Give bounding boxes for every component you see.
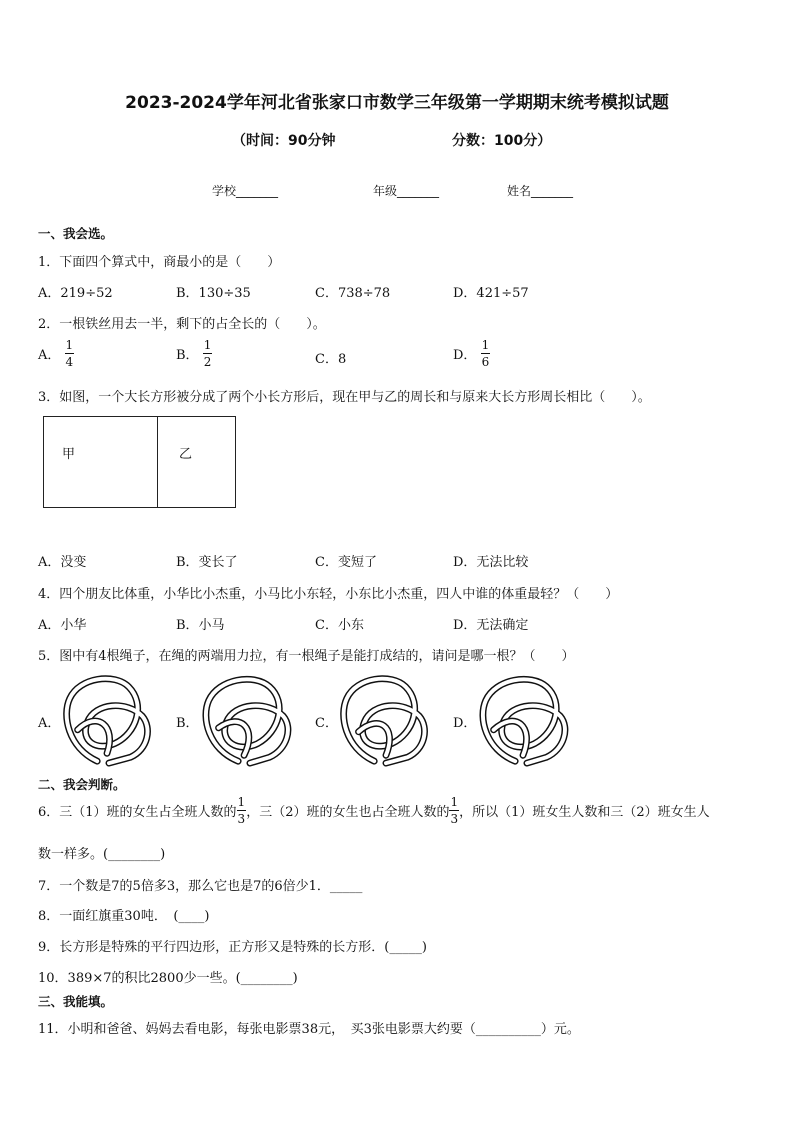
q5-option-a[interactable]: A． (38, 716, 61, 731)
q4-option-a[interactable]: A．小华 (38, 618, 87, 633)
knot-a-icon (58, 671, 156, 769)
q6-fraction-1 (237, 796, 247, 825)
name-label: 姓名 (507, 184, 532, 198)
q6-part1: 6．三（1）班的女生占全班人数的 (38, 805, 237, 820)
q4-option-b[interactable]: B．小马 (176, 618, 225, 633)
q1-option-d[interactable]: D．421÷57 (453, 286, 529, 301)
q4-option-c[interactable]: C．小东 (315, 618, 364, 633)
question-9: 9．长方形是特殊的平行四边形，正方形又是特殊的长方形．(_____) (38, 940, 427, 955)
question-6-line-2: 数一样多。(________) (38, 847, 166, 862)
q3-option-d[interactable]: D．无法比较 (453, 555, 529, 570)
q1-option-b[interactable]: B．130÷35 (176, 286, 251, 301)
q5-option-d[interactable]: D． (453, 716, 477, 731)
q2-a-denominator: 4 (65, 355, 74, 369)
question-1: 1．下面四个算式中，商最小的是（ ） (38, 255, 281, 270)
q2-a-fraction (65, 339, 75, 368)
q2-d-label: D． (453, 348, 477, 363)
q4-option-d[interactable]: D．无法确定 (453, 618, 529, 633)
question-6 (38, 796, 710, 825)
q2-b-fraction (203, 339, 213, 368)
grade-line: _______ (397, 184, 440, 198)
grade-field[interactable] (373, 182, 439, 199)
section-1-heading: 一、我会选。 (38, 226, 114, 241)
question-11: 11．小明和爸爸、妈妈去看电影，每张电影票38元， 买3张电影票大约要（__________）元。 (38, 1022, 580, 1037)
exam-score: 分数：100分） (452, 133, 552, 149)
q2-option-a[interactable] (38, 339, 74, 368)
q3-option-c[interactable]: C．变短了 (315, 555, 377, 570)
q2-b-numerator: 1 (203, 338, 212, 352)
question-2: 2．一根铁丝用去一半，剩下的占全长的（ ）。 (38, 317, 326, 332)
q3-option-a[interactable]: A．没变 (38, 555, 87, 570)
q1-option-c[interactable]: C．738÷78 (315, 286, 391, 301)
q1-option-a[interactable]: A．219÷52 (38, 286, 113, 301)
knot-c-icon (335, 671, 433, 769)
q6-fraction-2-numerator: 1 (450, 795, 459, 809)
knot-b-icon (197, 671, 295, 769)
school-line: _______ (236, 184, 279, 198)
q2-option-b[interactable] (176, 339, 212, 368)
q6-fraction-2-denominator: 3 (450, 812, 459, 826)
q2-a-numerator: 1 (65, 338, 74, 352)
rectangle-label-jia: 甲 (62, 447, 76, 462)
section-2-heading: 二、我会判断。 (38, 777, 126, 792)
question-10: 10．389×7的积比2800少一些。(________) (38, 971, 298, 986)
q2-option-c[interactable]: C．8 (315, 352, 347, 367)
q6-part3: ，所以（1）班女生人数和三（2）班女生人 (459, 805, 710, 820)
question-5: 5．图中有4根绳子，在绳的两端用力拉，有一根绳子是能打成结的，请问是哪一根？（ ） (38, 649, 575, 664)
question-7: 7．一个数是7的5倍多3，那么它也是7的6倍少1．_____ (38, 879, 363, 894)
q6-fraction-1-denominator: 3 (237, 812, 246, 826)
q5-option-b[interactable]: B． (176, 716, 199, 731)
q6-fraction-2 (449, 796, 459, 825)
school-label: 学校 (212, 184, 237, 198)
school-field[interactable] (212, 182, 278, 199)
q6-fraction-1-numerator: 1 (237, 795, 246, 809)
name-line: _______ (531, 184, 574, 198)
rectangle-label-yi: 乙 (179, 447, 193, 462)
q2-d-fraction (481, 339, 491, 368)
q2-b-label: B． (176, 348, 199, 363)
exam-time: （时间：90分钟 (232, 133, 336, 149)
question-8: 8．一面红旗重30吨． (____) (38, 909, 210, 924)
name-field[interactable] (507, 182, 573, 199)
section-3-heading: 三、我能填。 (38, 994, 114, 1009)
q2-b-denominator: 2 (203, 355, 212, 369)
q2-d-denominator: 6 (481, 355, 490, 369)
rectangle-figure (43, 416, 236, 508)
q2-option-d[interactable] (453, 339, 490, 368)
question-4: 4．四个朋友比体重，小华比小杰重，小马比小东轻，小东比小杰重，四人中谁的体重最轻？（ ） (38, 587, 619, 602)
question-3: 3．如图，一个大长方形被分成了两个小长方形后，现在甲与乙的周长和与原来大长方形周长相比（ ）。 (38, 390, 651, 405)
q2-d-numerator: 1 (481, 338, 490, 352)
grade-label: 年级 (373, 184, 398, 198)
q3-option-b[interactable]: B．变长了 (176, 555, 238, 570)
knot-d-icon (474, 671, 572, 769)
rectangle-divider (157, 417, 158, 507)
q5-option-c[interactable]: C． (315, 716, 338, 731)
page-title: 2023-2024学年河北省张家口市数学三年级第一学期期末统考模拟试题 (125, 93, 669, 113)
q2-a-label: A． (38, 348, 61, 363)
q6-part2: ，三（2）班的女生也占全班人数的 (246, 805, 450, 820)
